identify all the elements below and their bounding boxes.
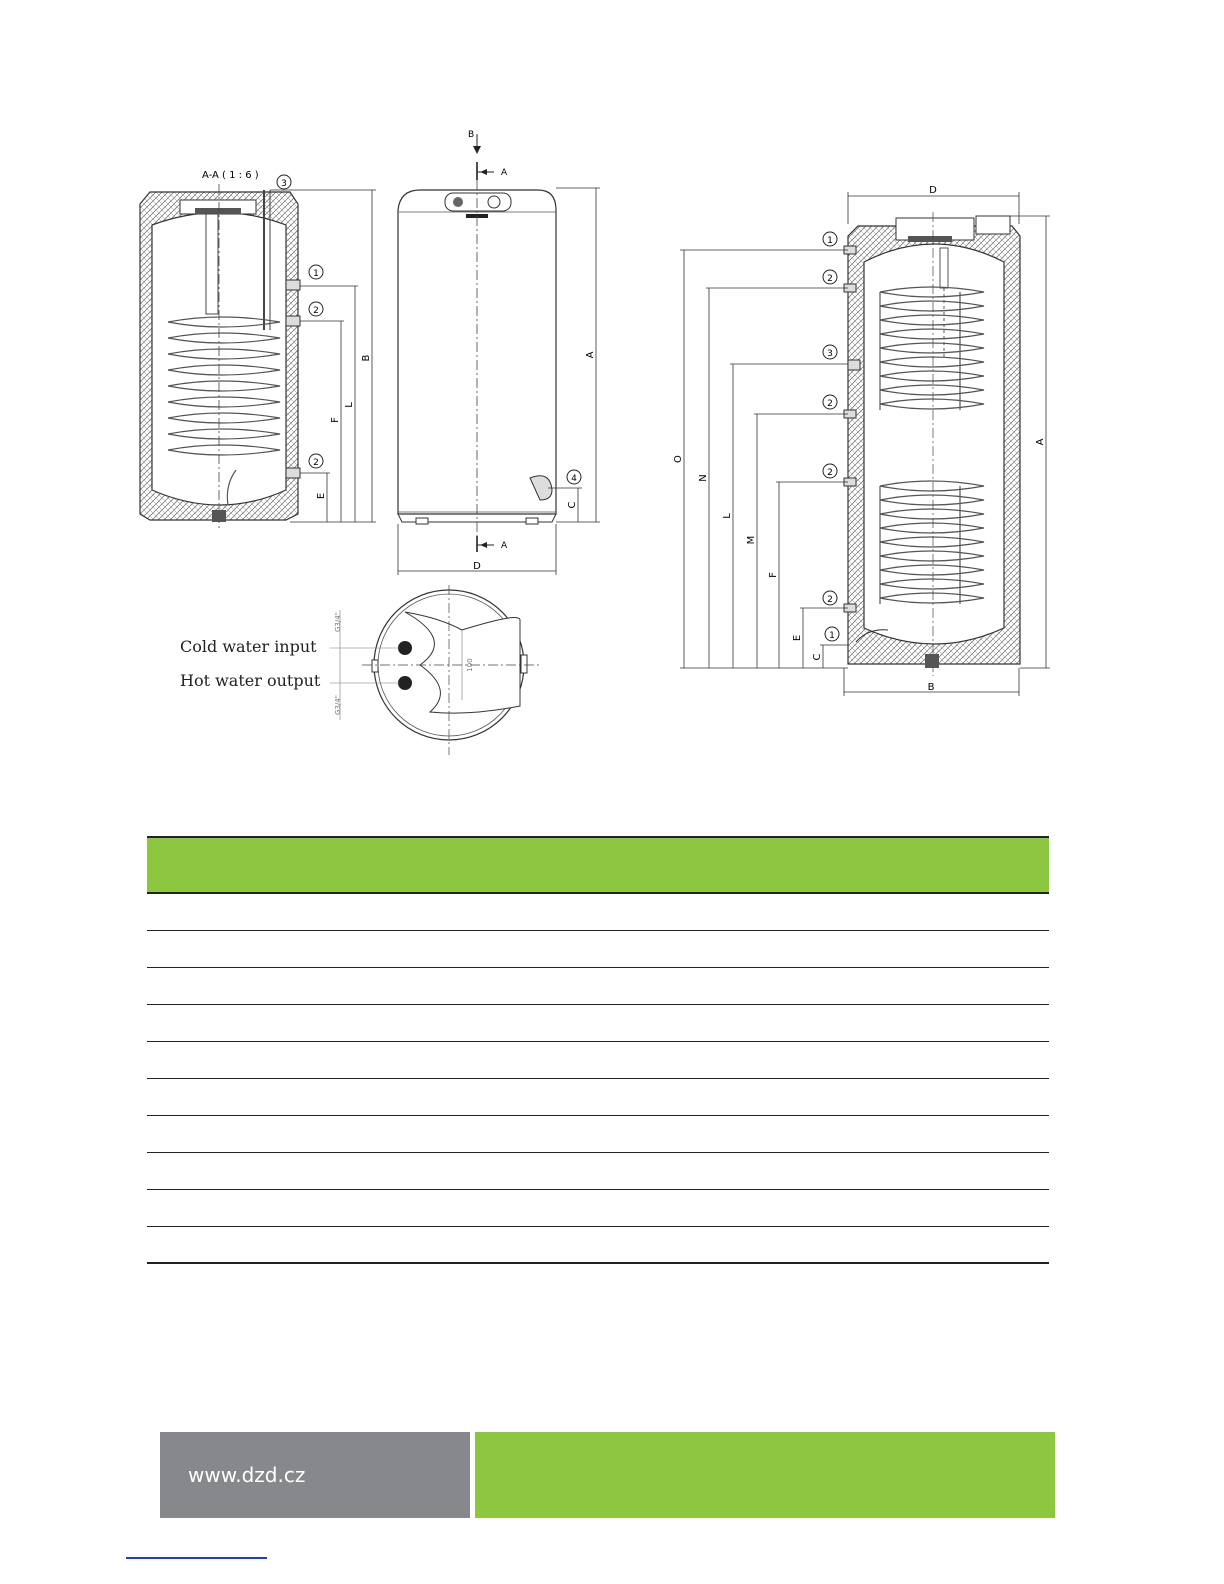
arrow-b-label: B — [468, 130, 475, 140]
table-row — [147, 1115, 1049, 1152]
table-row — [147, 1189, 1049, 1226]
table-header-row — [147, 837, 1049, 893]
dim-C: C — [812, 653, 823, 661]
table-cell — [147, 1004, 1049, 1041]
dim-B: B — [361, 354, 372, 362]
label-hot-water: Hot water output — [180, 671, 321, 690]
callout-1-bottom: 1 — [829, 631, 835, 641]
dim-L: L — [722, 513, 733, 519]
dim-O: O — [673, 455, 684, 463]
table-cell — [147, 1041, 1049, 1078]
table-cell — [147, 1152, 1049, 1189]
table-cell — [147, 967, 1049, 1004]
section-a-bottom: A — [501, 541, 508, 551]
dim-C: C — [567, 501, 578, 509]
callout-4: 4 — [571, 474, 577, 484]
callout-2-b: 2 — [827, 399, 833, 409]
callout-2-bottom: 2 — [313, 458, 319, 468]
table-header-cell — [147, 837, 1049, 893]
dim-E: E — [792, 634, 803, 642]
table-row — [147, 1041, 1049, 1078]
section-a-top: A — [501, 168, 508, 178]
dim-L: L — [344, 402, 355, 408]
specification-table — [147, 836, 1049, 1264]
dim-E: E — [316, 492, 327, 500]
footer-url-link[interactable]: www.dzd.cz — [188, 1463, 306, 1487]
table-cell — [147, 1226, 1049, 1263]
dim-g34-bottom: G3/4" — [334, 695, 342, 715]
dim-N: N — [698, 474, 709, 482]
table-row — [147, 967, 1049, 1004]
callout-1-top: 1 — [827, 236, 833, 246]
footer-green-bar — [475, 1432, 1055, 1518]
section-view-single-coil — [140, 170, 376, 528]
dim-100: 100 — [466, 658, 474, 672]
table-row — [147, 1152, 1049, 1189]
dim-B: B — [927, 682, 935, 693]
callout-2-a: 2 — [827, 274, 833, 284]
callout-2-d: 2 — [827, 595, 833, 605]
table-cell — [147, 893, 1049, 930]
table-row — [147, 1226, 1049, 1263]
label-cold-water: Cold water input — [180, 637, 317, 656]
section-label: A-A ( 1 : 6 ) — [202, 170, 259, 181]
callout-1: 1 — [313, 269, 319, 279]
callout-2-top: 2 — [313, 306, 319, 316]
dim-F: F — [768, 572, 779, 578]
table-cell — [147, 930, 1049, 967]
dim-M: M — [746, 535, 757, 545]
top-view — [180, 585, 540, 755]
callout-3: 3 — [827, 349, 833, 359]
table-row — [147, 1004, 1049, 1041]
table-cell — [147, 1078, 1049, 1115]
dim-F: F — [330, 417, 341, 423]
front-view — [398, 130, 600, 575]
callout-3: 3 — [281, 179, 287, 189]
section-view-double-coil — [673, 185, 1050, 696]
table-row — [147, 930, 1049, 967]
table-cell — [147, 1115, 1049, 1152]
table-cell — [147, 1189, 1049, 1226]
dim-A: A — [1035, 438, 1046, 446]
table-row — [147, 893, 1049, 930]
dim-D-top: D — [929, 185, 937, 196]
callout-2-c: 2 — [827, 468, 833, 478]
table-row — [147, 1078, 1049, 1115]
footer-url-bar — [160, 1432, 470, 1518]
dim-D: D — [473, 561, 481, 572]
bottom-link-underline — [126, 1557, 267, 1559]
dim-g34-top: G3/4" — [334, 612, 342, 632]
dim-A: A — [585, 351, 596, 359]
